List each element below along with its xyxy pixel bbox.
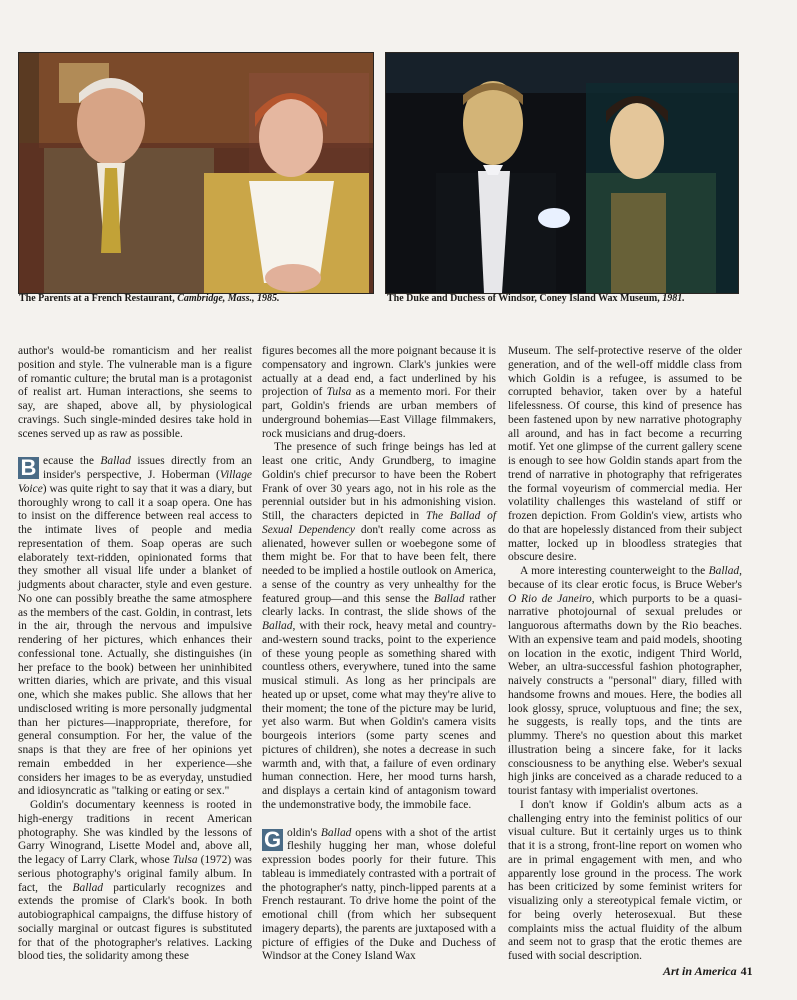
article-column-3 [508, 345, 742, 964]
paragraph-text: Goldin's documentary keenness is rooted in high-energy traditions in recent American photography. She was kindled by the lessons of Garry Winogrand, Lisette Model and, above all, the legacy of Larry Clark, whose [18, 799, 252, 866]
paragraph [262, 441, 496, 812]
paragraph: author's would-be romanticism and her realist position and style. The vulnerable man is a figure of romantic culture; the brutal man is a protagonist of realist art. Human interactions, she seems to say, are shaped, above all, by physiological cravings. Such single-minded desires take hold in scenes served up as raw as possible. [18, 345, 252, 440]
paragraph-text: rather clearly lacks. In contrast, the slide shows of the [262, 592, 496, 619]
paragraph-dropcap-g [262, 827, 496, 965]
italic-title: Ballad [100, 455, 131, 468]
article-column-2 [262, 345, 496, 964]
paragraph [262, 345, 496, 441]
paragraph-text: , which purports to be a quasi-narrative photojournal of sexual preludes or languorous aftermaths down by the Rio beaches. With an expensive team and paid models, shooting on location in the exotic, indigent Third World, Weber, an ultra-successful fashion photographer, naively constructs a "personal" diary, filled with handsome frowns and moues. Here, the bodies all look glossy, spruce, voluptuous and fine; the sex, he suggests, is really tops, and the tints are plummy. There's no question about this market illustration being a sincere fake, for it lacks consciousness to be anything else. Weber's sexual high jinks are conceived as a charade reduced to a tourist fantasy with imperialist overtones. [508, 592, 742, 797]
paragraph-text: ) was quite right to say that it was a diary, but thoroughly wrong to call it a soap opera. One has to insist on the difference between real access to the intimate lives of people and media representation of them. Soap operas are such elaborately text-ridden, opinionated forms that they smother all visual life under a blanket of judgments about character, style and even gesture. No one can possibly breathe the same atmosphere as the members of the cast. Goldin, in contrast, lets in the air, through the nervous and impulsive rendering of her pictures, which enhances their confessional tone. Actually, she distinguishes (in her preface to the book) between her uninhibited written diaries, which are private, and this visual one, which she makes public. She allows that her undisclosed writing is more personally judgmental than her pictures—inappropriate, therefore, for general consumption. For her, the value of the snaps is that they are free of her opinions yet remain embedded in her experience—she considers her images to be as everyday, unstudied and idiosyncratic as "talking or eating or sex." [18, 482, 252, 798]
italic-title: Ballad [72, 881, 104, 894]
paragraph-text: A more interesting counterweight to the [520, 565, 709, 577]
paragraph-dropcap-b [18, 455, 252, 799]
paragraph-text: figures becomes all the more poignant because it is compensatory and ingrown. Clark's junkies were actually at a dead end, a fact underlined by his projection of [262, 345, 496, 399]
italic-title: Tulsa [326, 386, 352, 399]
page-number: 41 [740, 964, 753, 978]
paragraph-text: , because of its clear erotic focus, is Bruce Weber's [508, 565, 742, 591]
photo-wax-duke-duchess [385, 52, 739, 294]
paragraph-text: , with their rock, heavy metal and country-and-western sound tracks, point to the experience of these young people as something shared with countless others, everywhere, tuned into the same musical stimuli. As long as her principals are heated up or upset, come what may they're alive to their moment; the tone of the picture may be lurid, yet also warm. But when Goldin's camera visits bourgeois interiors (some party scenes and pictures of children), she notes a decrease in such warmth and, with that, a failure of even ordinary human connection. Here, her mood turns harsh, and displays a certain kind of antagonism toward the undemonstrative body, the immobile face. [262, 620, 496, 811]
italic-title: Ballad [433, 592, 465, 605]
italic-title: The Ballad of Sexual Dependency [262, 510, 496, 536]
italic-title: O Rio de Janeiro [508, 592, 592, 605]
paragraph [508, 565, 742, 799]
dropcap-letter: B [18, 457, 39, 479]
paragraph-text: issues directly from an insider's perspective, J. Hoberman ( [43, 455, 252, 481]
dropcap-letter: G [263, 826, 282, 852]
paragraph-text: don't really come across as alienated, however sullen or woebegone some of them might be. For that to have been felt, there needed to be implied a hostile outlook on America, a sense of the country as very unhealthy for the featured group—and this sense the [262, 523, 496, 605]
paragraph: Museum. The self-protective reserve of the older generation, and of the well-off middle class from which Goldin is a refugee, is assumed to be corrupted behavior, taken over by a hateful lifelessness. Of course, this kind of presence has been fastened upon by new narrative photography all around, and has in fact become a recurring motif. Yet one glimpse of the current gallery scene is enough to see how Goldin stands apart from the trend of narrative in photography that refrigerates the formal voyeurism of commercial media. Her volatility challenges this wasteland of stiff or frozen depiction. From Goldin's view, artists who do that are hopelessly distanced from their subject matter, locked up in bloodless strategies that obscure desire. [508, 345, 742, 564]
paragraph-text: (1972) was serious photography's original family album. In fact, the [18, 854, 252, 894]
italic-title: Tulsa [172, 854, 198, 866]
italic-title: Village Voice [18, 469, 252, 495]
caption-left-emphasis: Cambridge, Mass., 1985. [177, 293, 280, 304]
caption-parents-photo [19, 293, 279, 304]
article-column-1 [18, 345, 252, 964]
italic-title: Ballad [320, 826, 352, 839]
caption-right-emphasis: 1981. [662, 293, 685, 304]
italic-title: Ballad [262, 620, 293, 632]
paragraph-text: The presence of such fringe beings has led at least one critic, Andy Grundberg, to imagine Goldin's chief precursor to have been the Robert Frank of over 30 years ago, not in his role as the perennial outsider but in his admonishing vision. Still, the characters depicted in [262, 441, 496, 522]
paragraph: I don't know if Goldin's album acts as a challenging entry into the feminist politics of our visual culture. But it certainly urges us to think that it is a strong, front-line report on women who are in primal engagement with men, and who apparently lose ground in the process. The work has been criticized by some feminist writers for visualizing only a stereotypical female victim, or for being overly heterosexual. But these complaints miss the actual fluidity of the album and seem not to grasp that the erotic themes are fused with social description. [508, 798, 742, 962]
paragraph-text: opens with a shot of the artist fleshily hugging her man, whose doleful expression bodes poorly for their future. This tableau is immediately contrasted with a portrait of the photographer's natty, pinch-lipped parents at a French restaurant. To drive home the point of the emotional chill (from which her subsequent imagery departs), the parents are juxtaposed with a picture of effigies of the Duke and Duchess of Windsor at the Coney Island Wax [262, 826, 496, 963]
paragraph [18, 799, 252, 964]
publication-name: Art in America [663, 964, 737, 978]
caption-left-text: The Parents at a French Restaurant, [19, 293, 178, 304]
caption-right-text: The Duke and Duchess of Windsor, Coney Island Wax Museum, [387, 293, 663, 304]
page-footer [663, 964, 753, 979]
paragraph-text: as a memento mori. For their part, Goldin's friends are urban members of underground bohemias—East Village filmmakers, rock musicians and drug-doers. [262, 386, 496, 440]
caption-wax-photo [387, 293, 685, 304]
wax-figures-photo-graphic [386, 53, 738, 293]
parents-photo-graphic [19, 53, 373, 293]
paragraph-text: particularly recognizes and extends the promise of Clark's book. In both autobiographical campaigns, the diffuse history of socially marginal or outcast figures is substituted for that of the photographer's relatives. Lacking blood ties, the solidarity among these [18, 881, 252, 963]
photo-parents-restaurant [18, 52, 374, 294]
paragraph-text: oldin's [287, 826, 321, 839]
paragraph-text: ecause the [43, 455, 101, 468]
italic-title: Ballad [708, 565, 740, 577]
